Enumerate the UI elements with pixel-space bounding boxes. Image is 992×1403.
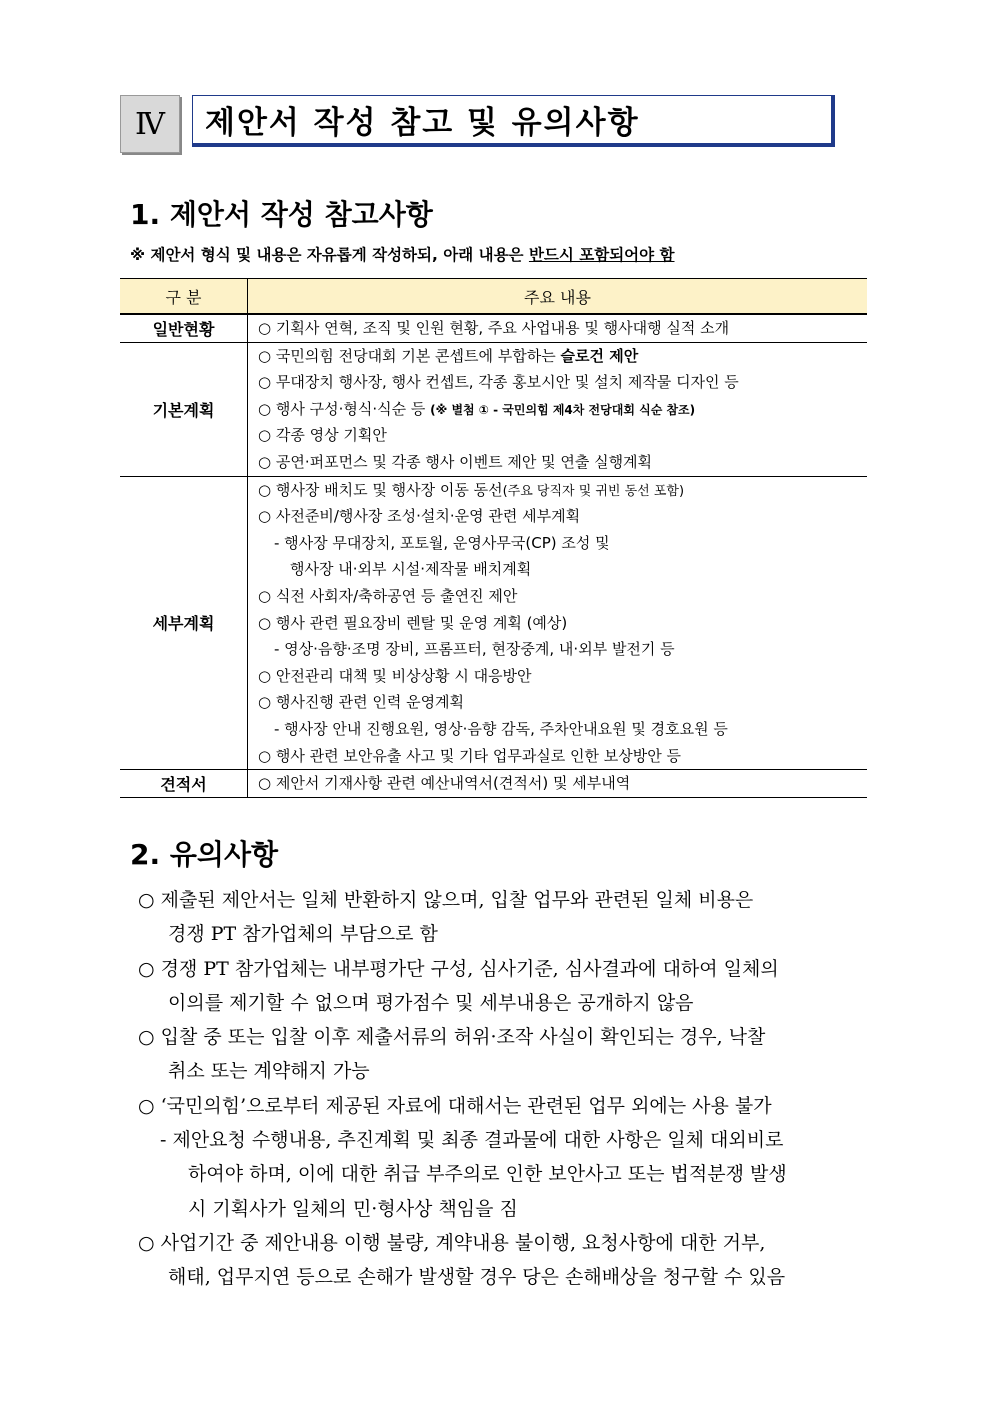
table-row <box>120 770 867 798</box>
header-category: 구 분 <box>120 279 248 315</box>
content-line: ○ 기획사 연혁, 조직 및 인원 현황, 주요 사업내용 및 행사대행 실적 소개 <box>258 319 730 337</box>
content-line: ○ 제안서 기재사항 관련 예산내역서(견적서) 및 세부내역 <box>258 774 631 793</box>
header-content: 주요 내용 <box>248 279 868 315</box>
note-line: ○ 입찰 중 또는 입찰 이후 제출서류의 허위·조작 사실이 확인되는 경우, 낙찰 <box>138 1026 766 1049</box>
note-line: 취소 또는 계약해지 가능 <box>168 1060 370 1083</box>
content-text: ○ 행사 구성·형식·식순 등 <box>258 399 431 418</box>
content-line: - 행사장 무대장치, 포토월, 운영사무국(CP) 조성 및 <box>274 533 610 552</box>
content-note: (※ 별첨 ① - 국민의힘 제4차 전당대회 식순 참조) <box>430 402 696 417</box>
content-text: ○ 행사장 배치도 및 행사장 이동 동선 <box>258 480 503 499</box>
note-line: 이의를 제기할 수 없으며 평가점수 및 세부내용은 공개하지 않음 <box>168 991 694 1014</box>
content-line: ○ 각종 영상 기획안 <box>258 426 387 445</box>
row-category: 기본계획 <box>120 342 248 476</box>
notes-list <box>138 883 878 1295</box>
part2-heading: 2. 유의사항 <box>130 838 279 871</box>
note-line: 경쟁 PT 참가업체의 부담으로 함 <box>168 923 438 946</box>
content-line: - 행사장 안내 진행요원, 영상·음향 감독, 주차안내요원 및 경호요원 등 <box>274 719 728 738</box>
table-row <box>120 314 867 342</box>
content-emphasis: 슬로건 제안 <box>560 346 639 365</box>
row-content <box>248 770 868 798</box>
note-line: 해태, 업무지연 등으로 손해가 발생할 경우 당은 손해배상을 청구할 수 있음 <box>168 1266 786 1289</box>
content-line: 행사장 내·외부 시설·제작물 배치계획 <box>290 560 532 579</box>
content-line <box>258 477 867 504</box>
note-line: 시 기획사가 일체의 민·형사상 책임을 짐 <box>188 1197 518 1220</box>
content-line: ○ 공연·퍼포먼스 및 각종 행사 이벤트 제안 및 연출 실행계획 <box>258 452 653 471</box>
content-text: ○ 국민의힘 전당대회 기본 콘셉트에 부합하는 <box>258 346 561 365</box>
table-row <box>120 476 867 770</box>
content-line <box>258 396 867 423</box>
content-line <box>258 343 867 370</box>
note-line: ○ ‘국민의힘’으로부터 제공된 자료에 대해서는 관련된 업무 외에는 사용 불가 <box>138 1094 772 1117</box>
section-title: 제안서 작성 참고 및 유의사항 <box>192 95 835 147</box>
note-line: ○ 제출된 제안서는 일체 반환하지 않으며, 입찰 업무와 관련된 일체 비용은 <box>138 889 754 911</box>
notice-emphasis: 반드시 포함되어야 함 <box>528 246 675 264</box>
note-line: ○ 사업기간 중 제안내용 이행 불량, 계약내용 불이행, 요청사항에 대한 거부, <box>138 1231 766 1254</box>
content-line: ○ 안전관리 대책 및 비상상황 시 대응방안 <box>258 666 532 685</box>
note-line: 하여야 하며, 이에 대한 취급 부주의로 인한 보안사고 또는 법적분쟁 발생 <box>188 1163 787 1186</box>
row-category: 세부계획 <box>120 476 248 770</box>
part1-heading: 1. 제안서 작성 참고사항 <box>130 198 433 231</box>
note-line: - 제안요청 수행내용, 추진계획 및 최종 결과물에 대한 사항은 일체 대외비로 <box>160 1129 784 1152</box>
content-line: ○ 행사진행 관련 인력 운영계획 <box>258 693 465 712</box>
notice-line <box>130 243 675 265</box>
note-line: ○ 경쟁 PT 참가업체는 내부평가단 구성, 심사기준, 심사결과에 대하여 일체의 <box>138 957 779 980</box>
row-content <box>248 342 868 476</box>
reference-table <box>120 278 867 798</box>
content-line: ○ 사전준비/행사장 조성·설치·운영 관련 세부계획 <box>258 507 581 526</box>
content-line: ○ 식전 사회자/축하공연 등 출연진 제안 <box>258 586 518 605</box>
content-note: (주요 당직자 및 귀빈 동선 포함) <box>502 483 685 499</box>
section-number-box <box>120 95 180 153</box>
content-line: - 영상·음향·조명 장비, 프롬프터, 현장중계, 내·외부 발전기 등 <box>274 640 675 659</box>
table-row <box>120 342 867 476</box>
row-category: 견적서 <box>120 770 248 798</box>
row-category: 일반현황 <box>120 314 248 342</box>
content-line: ○ 행사 관련 보안유출 사고 및 기타 업무과실로 인한 보상방안 등 <box>258 746 682 765</box>
notice-prefix: ※ 제안서 형식 및 내용은 자유롭게 작성하되, 아래 내용은 <box>130 246 529 264</box>
content-line: ○ 행사 관련 필요장비 렌탈 및 운영 계획 (예상) <box>258 613 568 632</box>
row-content <box>248 476 868 770</box>
row-content <box>248 314 868 342</box>
content-line: ○ 무대장치 행사장, 행사 컨셉트, 각종 홍보시안 및 설치 제작물 디자인 등 <box>258 373 739 392</box>
section-number: Ⅳ <box>135 106 165 142</box>
table-header-row <box>120 279 867 315</box>
